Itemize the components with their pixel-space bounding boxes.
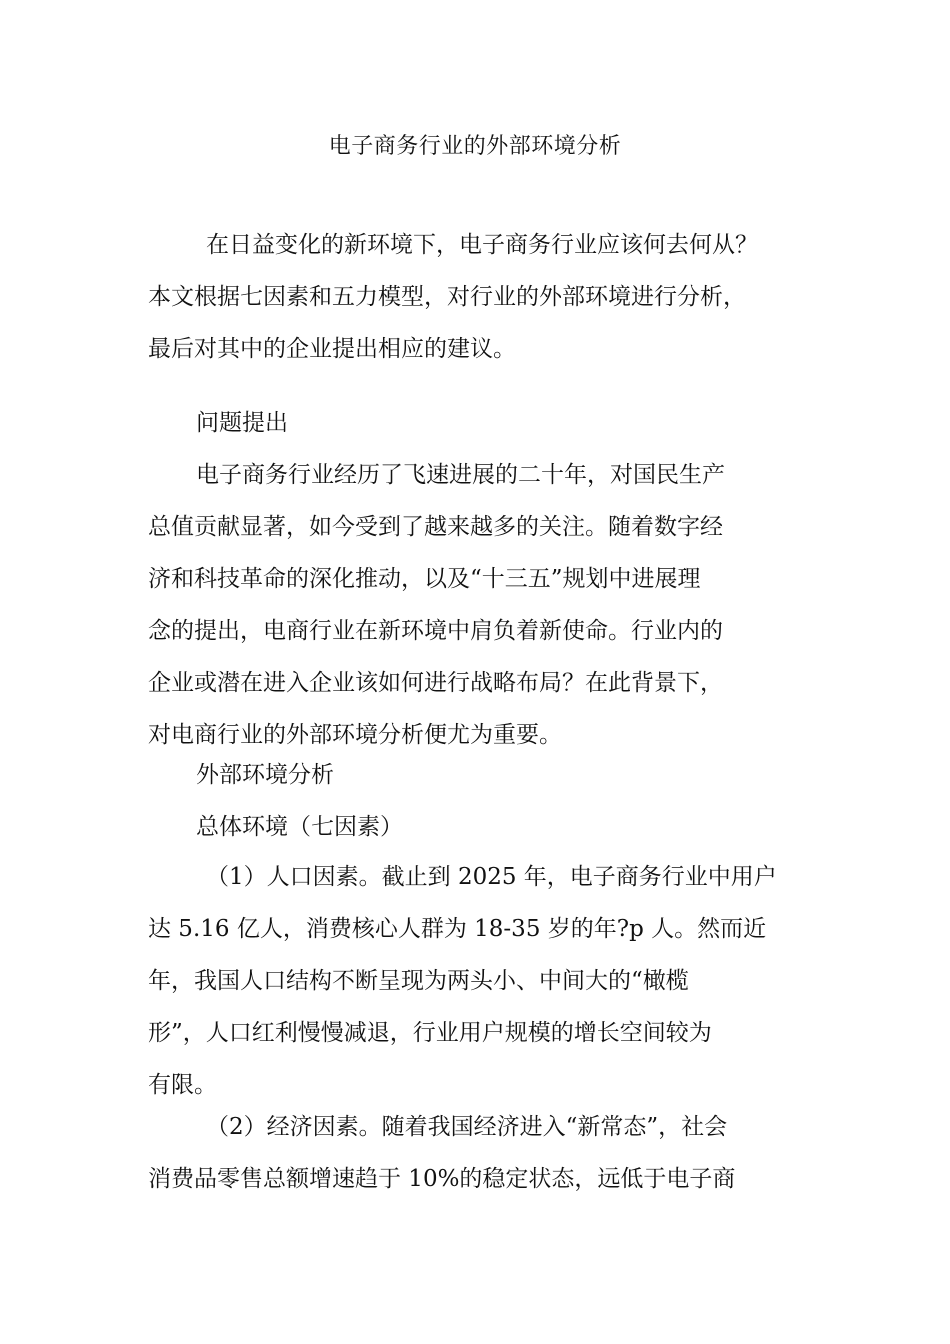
problem-line: 济和科技革命的深化推动，以及“十三五”规划中进展理 [148, 566, 701, 592]
abstract-line: 最后对其中的企业提出相应的建议。 [148, 336, 516, 362]
abstract-line: 本文根据七因素和五力模型，对行业的外部环境进行分析， [148, 284, 746, 310]
problem-line: 电子商务行业经历了飞速进展的二十年，对国民生产 [196, 462, 725, 488]
abstract-line: 在日益变化的新环境下，电子商务行业应该何去何从？ [206, 232, 758, 258]
problem-line: 总值贡献显著，如今受到了越来越多的关注。随着数字经 [148, 514, 723, 540]
population-line: 年，我国人口结构不断呈现为两头小、中间大的“橄榄 [148, 968, 689, 994]
heading-external-analysis: 外部环境分析 [196, 762, 334, 788]
population-line: 形”，人口红利慢慢减退，行业用户规模的增长空间较为 [148, 1020, 712, 1046]
population-line: 有限。 [148, 1072, 217, 1098]
problem-line: 企业或潜在进入企业该如何进行战略布局？在此背景下， [148, 670, 723, 696]
economy-line: 消费品零售总额增速趋于 10%的稳定状态，远低于电子商 [148, 1166, 736, 1192]
population-paragraph [148, 851, 812, 1111]
document-title: 电子商务行业的外部环境分析 [328, 134, 622, 159]
heading-overall-environment: 总体环境（七因素） [196, 814, 403, 840]
problem-line: 对电商行业的外部环境分析便尤为重要。 [148, 722, 562, 748]
problem-line: 念的提出，电商行业在新环境中肩负着新使命。行业内的 [148, 618, 723, 644]
abstract-paragraph [148, 219, 812, 375]
population-line: （1）人口因素。截止到 2025 年，电子商务行业中用户 [206, 864, 777, 890]
economy-line: （2）经济因素。随着我国经济进入“新常态”，社会 [206, 1114, 728, 1140]
heading-problem: 问题提出 [196, 410, 288, 436]
economy-paragraph [148, 1101, 812, 1205]
population-line: 达 5.16 亿人，消费核心人群为 18-35 岁的年?p 人。然而近 [148, 916, 767, 942]
problem-paragraph [148, 449, 812, 761]
